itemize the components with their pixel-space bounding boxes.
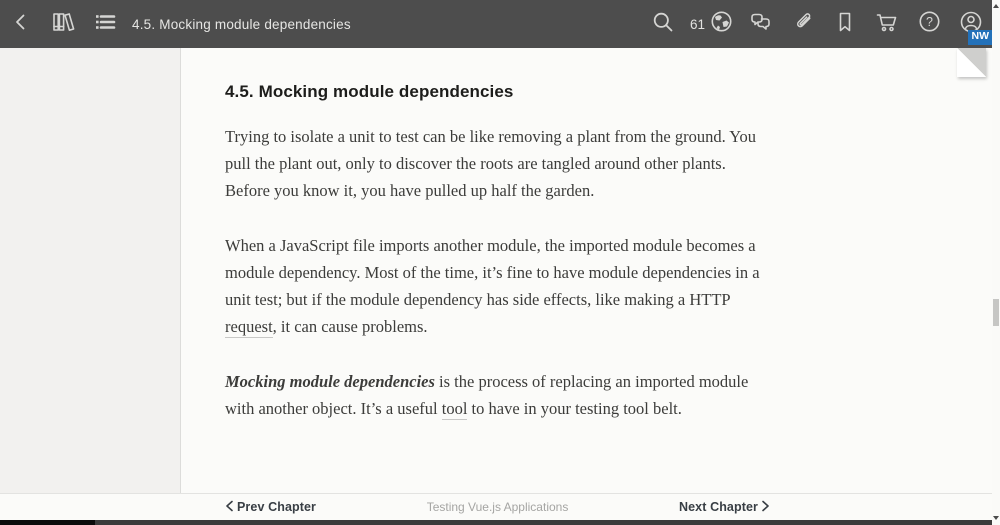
top-bar-right <box>642 0 992 48</box>
table-of-contents-icon <box>93 10 117 39</box>
prev-chapter-button[interactable] <box>225 500 316 515</box>
cart-icon <box>874 9 900 40</box>
paragraphs <box>225 123 770 422</box>
svg-text:?: ? <box>925 15 933 29</box>
paperclip-icon <box>791 9 816 39</box>
chapter-content <box>225 82 770 450</box>
help-button[interactable] <box>908 0 950 48</box>
top-bar-left <box>0 0 351 48</box>
term-link[interactable]: tool <box>441 399 468 418</box>
section-heading: 4.5. Mocking module dependencies <box>225 82 514 101</box>
cart-button[interactable] <box>866 0 908 48</box>
search-button[interactable] <box>642 0 684 48</box>
emphasized-phrase: Mocking module dependencies <box>225 372 435 391</box>
discussions-icon <box>748 9 774 40</box>
account-button[interactable] <box>950 0 992 48</box>
paragraph <box>225 232 770 340</box>
term-link[interactable]: request <box>225 317 273 336</box>
next-chapter-label: Next Chapter <box>679 500 758 514</box>
scrollbar-down-arrow-icon[interactable] <box>993 516 999 520</box>
top-bar <box>0 0 992 48</box>
paragraph <box>225 123 770 204</box>
scrollbar[interactable] <box>992 0 1000 525</box>
library-icon <box>50 9 76 40</box>
scrollbar-thumb[interactable] <box>993 299 999 326</box>
library-button[interactable] <box>42 0 84 48</box>
bookmark-button[interactable] <box>824 0 866 48</box>
body-text: , it can cause problems. <box>272 317 428 336</box>
chapter-nav-inner <box>225 494 770 520</box>
discussions-button[interactable] <box>740 0 782 48</box>
body-text: is the process of replacing an imported module with another object. It’s a useful <box>225 372 749 418</box>
search-icon <box>651 10 675 39</box>
account-initials-badge: NW <box>968 30 994 45</box>
bottom-edge-strip <box>0 520 992 525</box>
body-text: to have in your testing tool belt. <box>467 399 682 418</box>
page-fold-corner[interactable] <box>957 48 986 77</box>
body-text: Trying to isolate a unit to test can be like removing a plant from the ground. You pull the plant out, only to discover the roots are tangled around other plants. Before you know it, you have pulled up half the garden. <box>225 127 756 200</box>
globe-icon <box>709 9 734 39</box>
prev-chapter-label: Prev Chapter <box>237 500 317 514</box>
annotations-button[interactable] <box>684 0 740 48</box>
chevron-left-icon <box>225 500 234 515</box>
next-chapter-button[interactable] <box>679 500 770 515</box>
bookmark-icon <box>833 10 857 39</box>
reading-pane <box>0 48 992 493</box>
back-icon <box>10 10 32 39</box>
left-margin-column <box>0 48 181 493</box>
bottom-edge-strip-dark-segment <box>0 520 95 525</box>
help-icon <box>917 9 942 39</box>
table-of-contents-button[interactable] <box>84 0 126 48</box>
body-text: When a JavaScript file imports another module, the imported module becomes a module dependency. Most of the time, it’s fine to have module dependencies in a unit test; but if the module dependency has side effects, like making a HTTP <box>225 236 760 309</box>
attachment-button[interactable] <box>782 0 824 48</box>
paragraph <box>225 368 770 422</box>
page-title: 4.5. Mocking module dependencies <box>132 16 351 32</box>
chapter-nav-footer <box>0 493 992 520</box>
back-button[interactable] <box>0 0 42 48</box>
annotation-count: 61 <box>689 16 706 32</box>
book-title: Testing Vue.js Applications <box>426 500 569 514</box>
chevron-right-icon <box>761 500 770 515</box>
scrollbar-up-arrow-icon[interactable] <box>993 4 999 8</box>
